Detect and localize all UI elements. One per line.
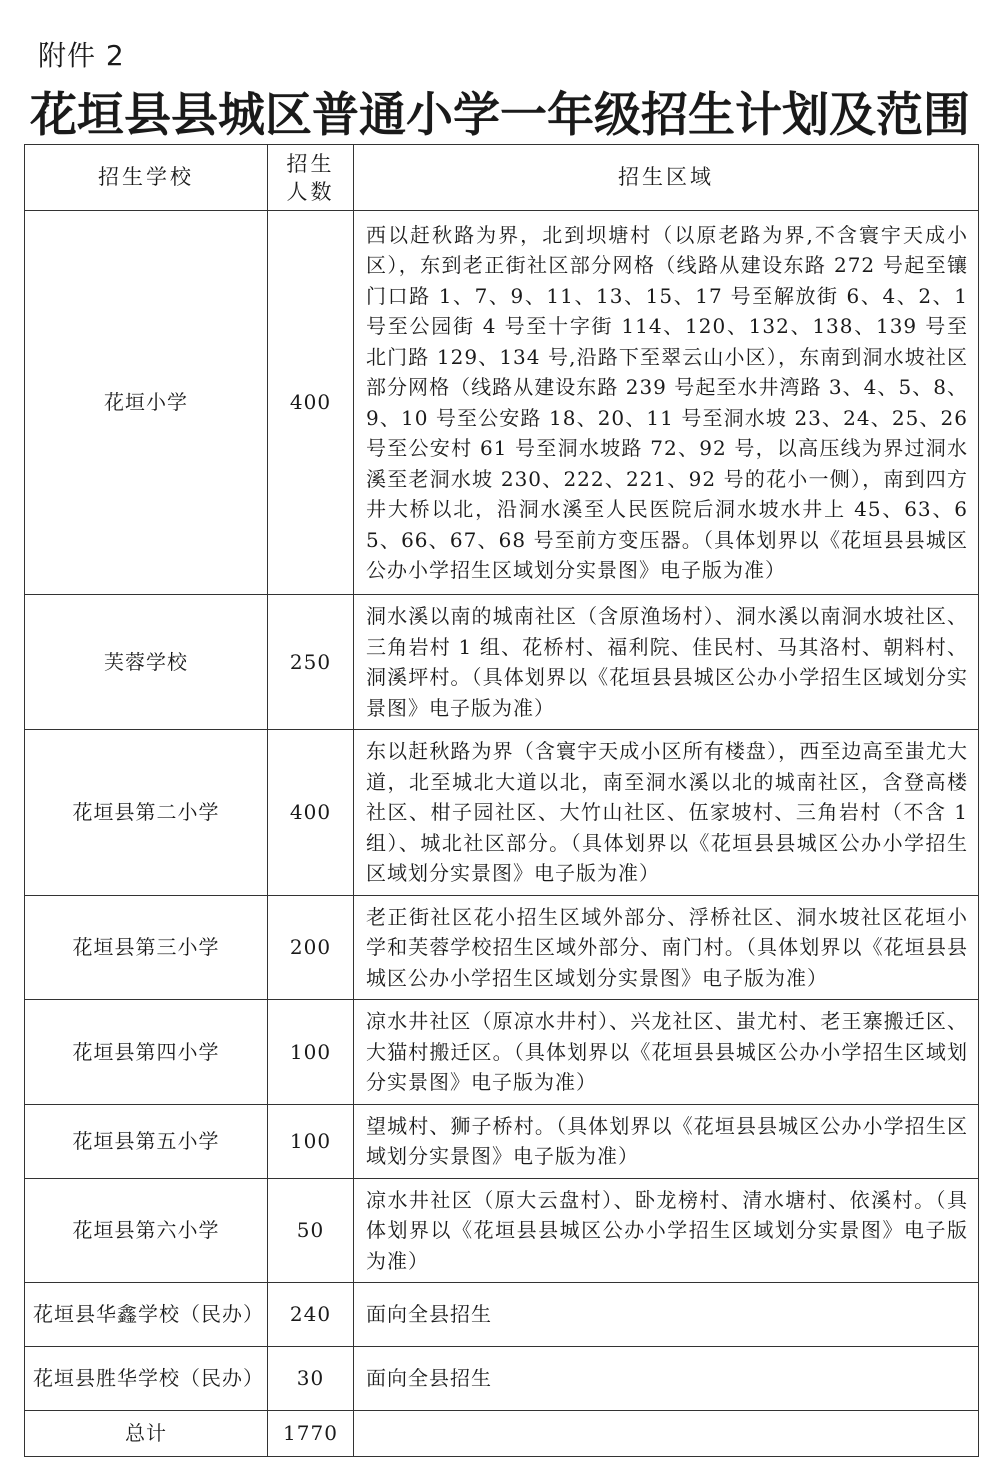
table-row [25, 1283, 979, 1347]
school-name: 花垣县华鑫学校（民办） [25, 1283, 268, 1347]
table-row [25, 730, 979, 896]
enrollment-count: 400 [268, 211, 354, 595]
header-area: 招生区域 [354, 145, 979, 211]
total-area-empty [354, 1411, 979, 1457]
enrollment-area: 凉水井社区（原大云盘村）、卧龙榜村、清水塘村、依溪村。（具体划界以《花垣县县城区公办小学招生区域划分实景图》电子版为准） [354, 1178, 979, 1283]
school-name: 花垣县第四小学 [25, 1000, 268, 1105]
school-name: 花垣县胜华学校（民办） [25, 1347, 268, 1411]
school-name: 花垣县第六小学 [25, 1178, 268, 1283]
school-name: 花垣县第二小学 [25, 730, 268, 896]
enrollment-count: 100 [268, 1000, 354, 1105]
enrollment-plan-table [24, 144, 979, 1457]
document-title: 花垣县县城区普通小学一年级招生计划及范围 [30, 88, 970, 143]
table-row [25, 1000, 979, 1105]
enrollment-area: 西以赶秋路为界，北到坝塘村（以原老路为界,不含寰宇天成小区），东到老正街社区部分网格（线路从建设东路 272 号起至镶门口路 1、7、9、11、13、15、17 号至解放街 6、4、2、1 号至公园街 4 号至十字街 114、120、132、138、139 号至北门路 129、134 号,沿路下至翠云山小区），东南到洞水坡社区部分网格（线路从建设东路 239 号起至水井湾路 3、4、5、8、9、10 号至公安路 18、20、11 号至洞水坡 23、24、25、26 号至公安村 61 号至洞水坡路 72、92 号，以高压线为界过洞水溪至老洞水坡 230、222、221、92 号的花小一侧），南到四方井大桥以北，沿洞水溪至人民医院后洞水坡水井上 45、63、65、66、67、68 号至前方变压器。（具体划界以《花垣县县城区公办小学招生区域划分实景图》电子版为准） [354, 211, 979, 595]
enrollment-area: 望城村、狮子桥村。（具体划界以《花垣县县城区公办小学招生区域划分实景图》电子版为准） [354, 1104, 979, 1178]
enrollment-count: 50 [268, 1178, 354, 1283]
table-row [25, 595, 979, 730]
enrollment-area: 洞水溪以南的城南社区（含原渔场村）、洞水溪以南洞水坡社区、三角岩村 1 组、花桥村、福利院、佳民村、马其洛村、朝料村、洞溪坪村。（具体划界以《花垣县县城区公办小学招生区域划分实景图》电子版为准） [354, 595, 979, 730]
total-count: 1770 [268, 1411, 354, 1457]
enrollment-count: 240 [268, 1283, 354, 1347]
enrollment-count: 200 [268, 895, 354, 1000]
header-school: 招生学校 [25, 145, 268, 211]
header-count [268, 145, 354, 211]
attachment-label: 附件 2 [38, 39, 125, 72]
table-row [25, 211, 979, 595]
table-row [25, 1347, 979, 1411]
enrollment-count: 100 [268, 1104, 354, 1178]
enrollment-count: 30 [268, 1347, 354, 1411]
table-row [25, 1104, 979, 1178]
school-name: 花垣县第五小学 [25, 1104, 268, 1178]
enrollment-count: 250 [268, 595, 354, 730]
enrollment-count: 400 [268, 730, 354, 896]
school-name: 花垣小学 [25, 211, 268, 595]
table-row [25, 895, 979, 1000]
total-label: 总计 [25, 1411, 268, 1457]
header-count-line2: 人数 [286, 179, 335, 204]
enrollment-area: 面向全县招生 [354, 1283, 979, 1347]
table-row [25, 1178, 979, 1283]
total-row [25, 1411, 979, 1457]
enrollment-area: 东以赶秋路为界（含寰宇天成小区所有楼盘），西至边高至蚩尤大道，北至城北大道以北，南至洞水溪以北的城南社区，含登高楼社区、柑子园社区、大竹山社区、伍家坡村、三角岩村（不含 1 组）、城北社区部分。（具体划界以《花垣县县城区公办小学招生区域划分实景图》电子版为准） [354, 730, 979, 896]
header-count-line1: 招生 [286, 151, 335, 176]
enrollment-area: 老正街社区花小招生区域外部分、浮桥社区、洞水坡社区花垣小学和芙蓉学校招生区域外部分、南门村。（具体划界以《花垣县县城区公办小学招生区域划分实景图》电子版为准） [354, 895, 979, 1000]
enrollment-area: 凉水井社区（原凉水井村）、兴龙社区、蚩尤村、老王寨搬迁区、大猫村搬迁区。（具体划界以《花垣县县城区公办小学招生区域划分实景图》电子版为准） [354, 1000, 979, 1105]
school-name: 芙蓉学校 [25, 595, 268, 730]
enrollment-area: 面向全县招生 [354, 1347, 979, 1411]
table-header-row [25, 145, 979, 211]
school-name: 花垣县第三小学 [25, 895, 268, 1000]
